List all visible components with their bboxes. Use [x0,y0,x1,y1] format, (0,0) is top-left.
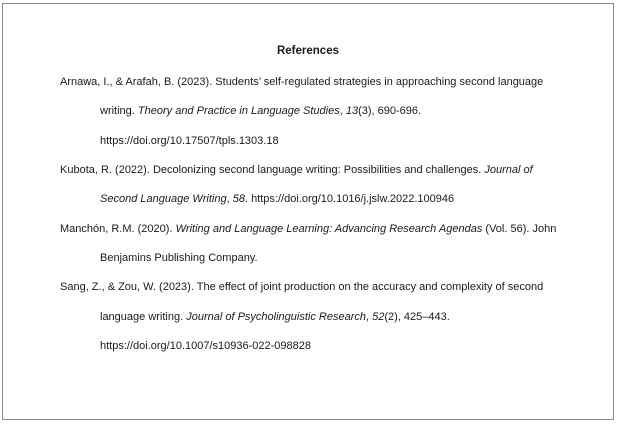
reference-text: Arnawa, I., & Arafah, B. (2023). Students’ self-regulated strategies in approaching second language [60,76,544,88]
journal-title: Second Language Writing [100,193,227,205]
reference-text: . https://doi.org/10.1016/j.jslw.2022.100946 [244,193,455,205]
references-heading: References [276,45,339,57]
document-page [2,3,614,420]
reference-text: , [339,105,346,117]
reference-manchon-line-1 [60,222,556,236]
reference-kubota-line-2 [100,192,454,206]
reference-text: (3), 690-696. [358,105,422,117]
reference-text: writing. [100,105,138,117]
volume-number: 13 [345,105,359,117]
reference-text: Kubota, R. (2022). Decolonizing second language writing: Possibilities and challenges. [60,164,485,176]
journal-title: Theory and Practice in Language Studies [137,105,340,117]
reference-text: Sang, Z., & Zou, W. (2023). The effect of joint production on the accuracy and complexity of second [60,281,544,293]
reference-arnawa-line-3 [100,134,279,148]
journal-title: Journal of Psycholinguistic Research [186,311,366,323]
journal-title: Journal of [484,164,533,176]
doi-link: https://doi.org/10.1007/s10936-022-098828 [100,340,311,352]
doi-link: https://doi.org/10.17507/tpls.1303.18 [100,135,279,147]
reference-text: Manchón, R.M. (2020). [60,223,176,235]
reference-sang-line-2 [100,310,450,324]
reference-text: , [226,193,233,205]
reference-kubota-line-1 [60,163,533,177]
reference-arnawa-line-1 [60,75,543,89]
reference-text: (Vol. 56). John [482,223,557,235]
volume-number: 58 [232,193,245,205]
reference-sang-line-1 [60,280,543,294]
reference-text: language writing. [100,311,187,323]
reference-text: Benjamins Publishing Company. [100,252,258,264]
book-title: Writing and Language Learning: Advancing Research Agendas [175,223,483,235]
reference-sang-line-3 [100,339,311,353]
reference-manchon-line-2 [100,251,258,265]
reference-text: (2), 425–443. [384,311,450,323]
reference-arnawa-line-2 [100,104,421,118]
volume-number: 52 [372,311,385,323]
reference-text: , [366,311,373,323]
